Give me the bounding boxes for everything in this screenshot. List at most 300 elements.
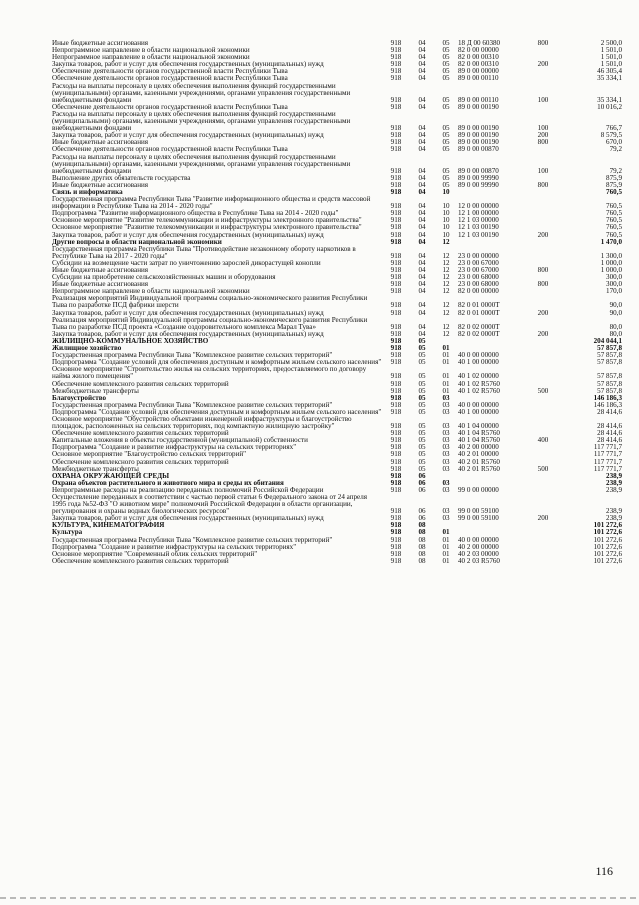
row-ved-code: 918 bbox=[390, 486, 402, 494]
row-amount: 1 501,0 bbox=[600, 54, 622, 62]
row-ved-code: 918 bbox=[390, 274, 402, 282]
row-expense-type bbox=[528, 537, 558, 544]
row-amount: 1 501,0 bbox=[600, 47, 622, 55]
row-expense-type: 100 bbox=[537, 166, 549, 175]
row-ved-code: 918 bbox=[390, 507, 402, 516]
row-name: Государственная программа Республики Тыва "Комплексное развитие сельских территорий" bbox=[52, 535, 333, 544]
row-target-article: 89 0 00 00190 bbox=[458, 132, 499, 140]
table-row bbox=[52, 558, 622, 565]
row-target-article: 82 0 02 0000Т bbox=[458, 330, 500, 338]
row-subsection-code: 10 bbox=[442, 231, 450, 239]
row-target-article: 82 0 00 00000 bbox=[458, 47, 499, 55]
row-target-article: 89 0 00 00190 bbox=[458, 139, 499, 147]
row-name: Расходы на выплаты персоналу в целях обеспечения выполнения функций государственными (муниципальными) органами, казенными учреждениями, органами управления государственными внебюджетными фондами bbox=[52, 152, 351, 175]
row-amount: 8 579,5 bbox=[600, 132, 622, 140]
row-section-code: 04 bbox=[418, 95, 426, 104]
row-expense-type bbox=[528, 175, 558, 182]
row-expense-type bbox=[528, 430, 558, 437]
row-subsection-code: 03 bbox=[442, 451, 450, 459]
row-target-article: 23 0 00 67000 bbox=[458, 259, 499, 267]
row-amount: 760,5 bbox=[606, 210, 622, 218]
row-subsection-code: 03 bbox=[442, 465, 450, 473]
row-name: Субсидии на возмещение части затрат по уничтожению зарослей дикорастущей конопли bbox=[52, 258, 321, 267]
row-target-article bbox=[458, 480, 528, 487]
row-name: Закупка товаров, работ и услуг для обеспечения государственных (муниципальных) нужд bbox=[52, 131, 324, 140]
row-expense-type bbox=[528, 366, 558, 380]
row-target-article: 40 2 01 R5760 bbox=[458, 465, 500, 473]
row-expense-type bbox=[528, 451, 558, 458]
row-section-code: 05 bbox=[418, 359, 426, 367]
row-ved-code: 918 bbox=[390, 174, 402, 182]
row-ved-code: 918 bbox=[390, 139, 402, 147]
row-section-code: 05 bbox=[418, 444, 426, 452]
row-expense-type: 200 bbox=[537, 132, 549, 140]
row-ved-code: 918 bbox=[390, 465, 402, 473]
row-section-code: 04 bbox=[418, 40, 426, 47]
row-subsection-code: 03 bbox=[442, 408, 450, 416]
row-subsection-code: 12 bbox=[442, 274, 450, 282]
row-target-article: 40 0 00 00000 bbox=[458, 352, 499, 360]
row-name: ЖИЛИЩНО-КОММУНАЛЬНОЕ ХОЗЯЙСТВО bbox=[52, 336, 209, 345]
row-target-article bbox=[458, 338, 528, 345]
row-target-article: 40 1 04 R5760 bbox=[458, 430, 500, 438]
row-section-code: 04 bbox=[418, 210, 426, 218]
row-target-article: 89 0 00 00190 bbox=[458, 124, 499, 133]
row-expense-type bbox=[528, 274, 558, 281]
row-expense-type bbox=[528, 345, 558, 352]
row-expense-type: 800 bbox=[537, 267, 549, 274]
row-target-article: 40 1 04 00000 bbox=[458, 422, 499, 431]
row-subsection-code: 05 bbox=[442, 47, 450, 55]
row-expense-type bbox=[528, 558, 558, 565]
row-section-code: 05 bbox=[418, 380, 426, 388]
row-ved-code: 918 bbox=[390, 387, 402, 395]
row-subsection-code: 12 bbox=[442, 322, 450, 331]
row-expense-type bbox=[528, 444, 558, 451]
row-section-code: 05 bbox=[418, 372, 426, 381]
table-row bbox=[52, 494, 622, 515]
row-expense-type: 200 bbox=[537, 330, 549, 338]
row-name: Закупка товаров, работ и услуг для обеспечения государственных (муниципальных) нужд bbox=[52, 514, 324, 523]
row-subsection-code: 10 bbox=[442, 202, 450, 211]
row-section-code: 04 bbox=[418, 231, 426, 239]
row-expense-type bbox=[528, 473, 558, 480]
row-section-code: 05 bbox=[418, 465, 426, 473]
row-target-article bbox=[458, 189, 528, 196]
row-amount: 101 272,6 bbox=[593, 543, 622, 551]
row-subsection-code: 10 bbox=[442, 224, 450, 232]
table-row bbox=[52, 83, 622, 104]
row-amount: 28 414,6 bbox=[597, 430, 622, 438]
scan-edge-artifact bbox=[0, 897, 639, 899]
row-ved-code: 918 bbox=[390, 231, 402, 239]
row-target-article: 40 1 02 00000 bbox=[458, 372, 499, 381]
row-expense-type: 500 bbox=[537, 465, 549, 473]
row-ved-code: 918 bbox=[390, 372, 402, 381]
row-subsection-code: 03 bbox=[442, 515, 450, 523]
row-amount: 80,0 bbox=[609, 330, 622, 338]
table-row bbox=[52, 522, 622, 529]
row-ved-code: 918 bbox=[390, 267, 402, 274]
table-row bbox=[52, 154, 622, 175]
row-ved-code: 918 bbox=[390, 352, 402, 360]
row-subsection-code: 03 bbox=[442, 486, 450, 494]
row-name: Жилищное хозяйство bbox=[52, 344, 122, 353]
row-amount: 117 771,7 bbox=[593, 465, 622, 473]
row-subsection-code: 01 bbox=[442, 557, 450, 565]
row-expense-type bbox=[528, 68, 558, 75]
row-ved-code: 918 bbox=[390, 95, 402, 104]
row-section-code: 04 bbox=[418, 166, 426, 175]
row-expense-type bbox=[528, 459, 558, 466]
row-name: Обеспечение деятельности органов государственной власти Республики Тыва bbox=[52, 74, 288, 83]
row-target-article: 40 1 02 R5760 bbox=[458, 387, 500, 395]
row-subsection-code: 12 bbox=[442, 309, 450, 317]
row-section-code: 05 bbox=[418, 387, 426, 395]
row-subsection-code: 05 bbox=[442, 95, 450, 104]
row-name: Иные бюджетные ассигнования bbox=[52, 266, 149, 274]
table-row bbox=[52, 317, 622, 331]
row-ved-code: 918 bbox=[390, 146, 402, 154]
row-section-code: 04 bbox=[418, 301, 426, 310]
row-ved-code: 918 bbox=[390, 557, 402, 565]
row-name: Закупка товаров, работ и услуг для обеспечения государственных (муниципальных) нужд bbox=[52, 329, 324, 338]
row-subsection-code: 05 bbox=[442, 181, 450, 189]
row-section-code: 08 bbox=[418, 529, 426, 537]
row-subsection-code: 12 bbox=[442, 301, 450, 310]
row-amount: 170,0 bbox=[606, 288, 622, 296]
row-subsection-code: 05 bbox=[442, 132, 450, 140]
row-expense-type bbox=[528, 246, 558, 260]
row-amount: 875,9 bbox=[606, 174, 622, 182]
row-name: Подпрограмма "Развитие информационного общества в Республике Тыва на 2014 - 2020 годы" bbox=[52, 209, 339, 218]
row-amount: 238,9 bbox=[606, 472, 622, 480]
row-amount: 57 857,8 bbox=[597, 352, 622, 360]
row-target-article: 89 0 00 00870 bbox=[458, 146, 499, 154]
row-ved-code: 918 bbox=[390, 401, 402, 409]
row-target-article: 89 0 00 00000 bbox=[458, 68, 499, 76]
row-target-article bbox=[458, 395, 528, 402]
row-amount: 80,0 bbox=[609, 322, 622, 331]
row-amount: 1 470,0 bbox=[600, 238, 622, 246]
row-subsection-code: 03 bbox=[442, 422, 450, 431]
row-name: Государственная программа Республики Тыва "Противодействие незаконному обороту наркотиков в Республике Тыва на 2017 - 2020 годы" bbox=[52, 244, 356, 260]
row-amount: 46 305,4 bbox=[597, 68, 622, 76]
row-target-article: 40 2 00 00000 bbox=[458, 444, 499, 452]
row-ved-code: 918 bbox=[390, 188, 402, 196]
row-target-article: 40 2 01 00000 bbox=[458, 451, 499, 459]
row-expense-type bbox=[528, 75, 558, 82]
row-expense-type bbox=[528, 288, 558, 295]
row-section-code: 04 bbox=[418, 238, 426, 246]
row-target-article: 89 0 00 99990 bbox=[458, 174, 499, 182]
row-expense-type bbox=[528, 402, 558, 409]
row-target-article: 12 1 00 00000 bbox=[458, 210, 499, 218]
row-amount: 1 300,0 bbox=[600, 251, 622, 260]
row-section-code: 06 bbox=[418, 507, 426, 516]
row-section-code: 05 bbox=[418, 408, 426, 416]
row-expense-type bbox=[528, 210, 558, 217]
row-ved-code: 918 bbox=[390, 422, 402, 431]
row-name: Субсидии на приобретение сельскохозяйственных машин и оборудования bbox=[52, 273, 276, 282]
row-subsection-code: 05 bbox=[442, 68, 450, 76]
row-ved-code: 918 bbox=[390, 479, 402, 487]
row-subsection-code: 05 bbox=[442, 103, 450, 111]
row-ved-code: 918 bbox=[390, 238, 402, 246]
row-section-code: 04 bbox=[418, 54, 426, 62]
table-row bbox=[52, 338, 622, 345]
row-section-code: 04 bbox=[418, 103, 426, 111]
row-expense-type bbox=[528, 352, 558, 359]
row-subsection-code: 03 bbox=[442, 430, 450, 438]
row-amount: 57 857,8 bbox=[597, 387, 622, 395]
row-section-code: 04 bbox=[418, 68, 426, 76]
row-ved-code: 918 bbox=[390, 322, 402, 331]
row-subsection-code: 03 bbox=[442, 458, 450, 466]
row-subsection-code: 12 bbox=[442, 281, 450, 289]
row-name: Обеспечение комплексного развития сельских территорий bbox=[52, 379, 229, 388]
row-section-code: 04 bbox=[418, 288, 426, 296]
row-target-article: 40 1 02 R5760 bbox=[458, 380, 500, 388]
row-amount: 28 414,6 bbox=[597, 437, 622, 445]
row-section-code: 06 bbox=[418, 479, 426, 487]
row-subsection-code: 01 bbox=[442, 529, 450, 537]
row-name: Благоустройство bbox=[52, 393, 107, 402]
row-name: КУЛЬТУРА, КИНЕМАТОГРАФИЯ bbox=[52, 521, 165, 530]
row-target-article: 82 0 01 0000Т bbox=[458, 301, 500, 310]
row-expense-type bbox=[528, 317, 558, 331]
row-ved-code: 918 bbox=[390, 536, 402, 544]
row-amount: 35 334,1 bbox=[597, 95, 622, 104]
row-ved-code: 918 bbox=[390, 181, 402, 189]
row-subsection-code: 03 bbox=[442, 479, 450, 487]
row-name: Непрограммные расходы на реализацию переданных полномочий Российской Федерации bbox=[52, 485, 324, 494]
row-subsection-code: 03 bbox=[442, 394, 450, 402]
row-section-code: 06 bbox=[418, 515, 426, 523]
row-expense-type bbox=[528, 54, 558, 61]
row-subsection-code: 05 bbox=[442, 75, 450, 83]
row-amount: 1 501,0 bbox=[600, 61, 622, 69]
row-subsection-code: 01 bbox=[442, 359, 450, 367]
row-name: Реализация мероприятий Индивидуальной программы социально-экономического развития Республики Тыва по разработке ПСД проекта «Создание оздоровительного комплекса Марал Тува» bbox=[52, 315, 368, 331]
row-section-code: 08 bbox=[418, 536, 426, 544]
page-number: 116 bbox=[595, 864, 613, 878]
row-ved-code: 918 bbox=[390, 301, 402, 310]
row-ved-code: 918 bbox=[390, 345, 402, 353]
row-section-code: 06 bbox=[418, 472, 426, 480]
table-row bbox=[52, 366, 622, 380]
row-target-article bbox=[458, 522, 528, 529]
row-section-code: 04 bbox=[418, 274, 426, 282]
row-target-article: 12 1 03 00190 bbox=[458, 224, 499, 232]
row-name: Обеспечение деятельности органов государственной власти Республики Тыва bbox=[52, 67, 288, 76]
row-subsection-code: 01 bbox=[442, 550, 450, 558]
row-amount: 101 272,6 bbox=[593, 557, 622, 565]
row-target-article: 23 0 00 67000 bbox=[458, 267, 499, 274]
row-amount: 101 272,6 bbox=[593, 522, 622, 530]
row-name: Обеспечение комплексного развития сельских территорий bbox=[52, 429, 229, 438]
row-ved-code: 918 bbox=[390, 54, 402, 62]
row-section-code: 04 bbox=[418, 139, 426, 147]
row-expense-type bbox=[528, 196, 558, 210]
row-name: Расходы на выплаты персоналу в целях обеспечения выполнения функций государственными (муниципальными) органами, казенными учреждениями, органами управления государственными внебюджетными фондами bbox=[52, 109, 351, 133]
row-section-code: 04 bbox=[418, 47, 426, 55]
row-target-article: 12 1 03 00190 bbox=[458, 231, 499, 239]
row-amount: 57 857,8 bbox=[597, 380, 622, 388]
row-amount: 238,9 bbox=[606, 486, 622, 494]
row-target-article: 40 2 01 R5760 bbox=[458, 458, 500, 466]
row-expense-type bbox=[528, 217, 558, 224]
row-ved-code: 918 bbox=[390, 103, 402, 111]
row-amount: 1 000,0 bbox=[600, 259, 622, 267]
row-expense-type: 800 bbox=[537, 40, 549, 47]
row-target-article bbox=[458, 345, 528, 352]
row-amount: 10 016,2 bbox=[597, 103, 622, 111]
row-amount: 101 272,6 bbox=[593, 536, 622, 544]
row-section-code: 05 bbox=[418, 437, 426, 445]
row-name: Основное мероприятие "Развитие телекоммуникации и инфраструктуры электронного правительства" bbox=[52, 223, 362, 232]
row-target-article: 40 1 00 00000 bbox=[458, 359, 499, 367]
row-expense-type bbox=[528, 338, 558, 345]
row-subsection-code: 03 bbox=[442, 401, 450, 409]
row-expense-type: 500 bbox=[537, 387, 549, 395]
row-target-article: 89 0 00 00190 bbox=[458, 103, 499, 111]
row-ved-code: 918 bbox=[390, 40, 402, 47]
row-expense-type: 200 bbox=[537, 231, 549, 239]
row-expense-type bbox=[528, 480, 558, 487]
row-name: Государственная программа Республики Тыва "Комплексное развитие сельских территорий" bbox=[52, 351, 333, 360]
row-expense-type: 800 bbox=[537, 281, 549, 289]
table-row bbox=[52, 388, 622, 395]
row-name: ОХРАНА ОКРУЖАЮЩЕЙ СРЕДЫ bbox=[52, 471, 170, 480]
row-section-code: 04 bbox=[418, 322, 426, 331]
row-target-article: 82 0 02 0000Т bbox=[458, 322, 500, 331]
row-expense-type bbox=[528, 104, 558, 111]
row-name: Подпрограмма "Создание условий для обеспечения доступным и комфортным жильем сельского населения" bbox=[52, 407, 382, 416]
row-expense-type bbox=[528, 551, 558, 558]
row-expense-type bbox=[528, 395, 558, 402]
row-target-article: 99 0 00 00000 bbox=[458, 486, 499, 494]
row-target-article: 82 0 01 0000Т bbox=[458, 309, 500, 317]
row-expense-type bbox=[528, 522, 558, 529]
row-ved-code: 918 bbox=[390, 437, 402, 445]
row-subsection-code: 05 bbox=[442, 54, 450, 62]
row-expense-type: 200 bbox=[537, 515, 549, 523]
row-subsection-code: 10 bbox=[442, 188, 450, 196]
row-name: Межбюджетные трансферты bbox=[52, 386, 139, 395]
row-name: Иные бюджетные ассигнования bbox=[52, 180, 149, 189]
row-amount: 57 857,8 bbox=[597, 372, 622, 381]
row-section-code: 04 bbox=[418, 217, 426, 225]
row-expense-type bbox=[528, 239, 558, 246]
row-name: Закупка товаров, работ и услуг для обеспечения государственных (муниципальных) нужд bbox=[52, 230, 324, 239]
table-row bbox=[52, 196, 622, 210]
table-row bbox=[52, 416, 622, 430]
row-subsection-code: 12 bbox=[442, 238, 450, 246]
row-ved-code: 918 bbox=[390, 430, 402, 438]
row-expense-type: 100 bbox=[537, 124, 549, 133]
row-target-article: 89 0 00 00110 bbox=[458, 95, 499, 104]
row-target-article: 89 0 00 99990 bbox=[458, 181, 499, 189]
row-name: Основное мероприятие "Строительство жилья на сельских территориях, предоставляемого по договору найма жилого помещения" bbox=[52, 365, 367, 381]
row-amount: 760,5 bbox=[606, 224, 622, 232]
row-expense-type bbox=[528, 487, 558, 494]
row-ved-code: 918 bbox=[390, 281, 402, 289]
row-name: Непрограммное направление в области национальной экономики bbox=[52, 46, 250, 55]
row-section-code: 04 bbox=[418, 181, 426, 189]
row-subsection-code: 05 bbox=[442, 174, 450, 182]
row-name: Закупка товаров, работ и услуг для обеспечения государственных (муниципальных) нужд bbox=[52, 60, 324, 69]
row-amount: 670,0 bbox=[606, 139, 622, 147]
row-section-code: 05 bbox=[418, 394, 426, 402]
row-amount: 117 771,7 bbox=[593, 458, 622, 466]
row-subsection-code: 10 bbox=[442, 217, 450, 225]
row-name: Капитальные вложения в объекты государственной (муниципальной) собственности bbox=[52, 436, 308, 445]
row-target-article: 12 0 00 00000 bbox=[458, 202, 499, 211]
row-amount: 101 272,6 bbox=[593, 529, 622, 537]
row-name: Иные бюджетные ассигнования bbox=[52, 138, 149, 147]
row-section-code: 04 bbox=[418, 146, 426, 154]
row-amount: 117 771,7 bbox=[593, 444, 622, 452]
row-ved-code: 918 bbox=[390, 337, 402, 345]
row-amount: 90,0 bbox=[609, 309, 622, 317]
row-ved-code: 918 bbox=[390, 472, 402, 480]
row-amount: 79,2 bbox=[609, 166, 622, 175]
row-expense-type bbox=[528, 47, 558, 54]
row-expense-type: 800 bbox=[537, 139, 549, 147]
row-subsection-code: 12 bbox=[442, 288, 450, 296]
row-amount: 875,9 bbox=[606, 181, 622, 189]
row-ved-code: 918 bbox=[390, 202, 402, 211]
row-target-article bbox=[458, 529, 528, 536]
row-section-code: 05 bbox=[418, 430, 426, 438]
row-expense-type bbox=[528, 295, 558, 309]
row-subsection-code: 10 bbox=[442, 210, 450, 218]
row-ved-code: 918 bbox=[390, 408, 402, 416]
row-name: Обеспечение комплексного развития сельских территорий bbox=[52, 556, 229, 565]
row-section-code: 05 bbox=[418, 337, 426, 345]
row-section-code: 04 bbox=[418, 309, 426, 317]
row-name: Государственная программа Республики Тыва "Комплексное развитие сельских территорий" bbox=[52, 400, 333, 409]
row-ved-code: 918 bbox=[390, 61, 402, 69]
row-section-code: 04 bbox=[418, 188, 426, 196]
table-row bbox=[52, 246, 622, 260]
budget-table-body bbox=[52, 40, 622, 565]
row-amount: 28 414,6 bbox=[597, 408, 622, 416]
budget-table bbox=[52, 40, 622, 565]
row-subsection-code: 05 bbox=[442, 40, 450, 47]
row-name: Непрограммное направление в области национальной экономики bbox=[52, 53, 250, 62]
row-ved-code: 918 bbox=[390, 132, 402, 140]
row-expense-type bbox=[528, 544, 558, 551]
row-section-code: 04 bbox=[418, 61, 426, 69]
row-target-article bbox=[458, 239, 528, 246]
row-name: Охрана объектов растительного и животного мира и среды их обитания bbox=[52, 478, 284, 487]
row-ved-code: 918 bbox=[390, 451, 402, 459]
row-subsection-code: 12 bbox=[442, 259, 450, 267]
row-subsection-code: 01 bbox=[442, 543, 450, 551]
row-ved-code: 918 bbox=[390, 217, 402, 225]
row-amount: 760,5 bbox=[606, 217, 622, 225]
row-target-article bbox=[458, 473, 528, 480]
row-expense-type bbox=[528, 189, 558, 196]
row-target-article: 99 0 00 59100 bbox=[458, 507, 499, 516]
row-ved-code: 918 bbox=[390, 288, 402, 296]
row-ved-code: 918 bbox=[390, 259, 402, 267]
row-target-article: 40 2 00 00000 bbox=[458, 543, 499, 551]
row-expense-type: 200 bbox=[537, 61, 549, 69]
row-ved-code: 918 bbox=[390, 251, 402, 260]
